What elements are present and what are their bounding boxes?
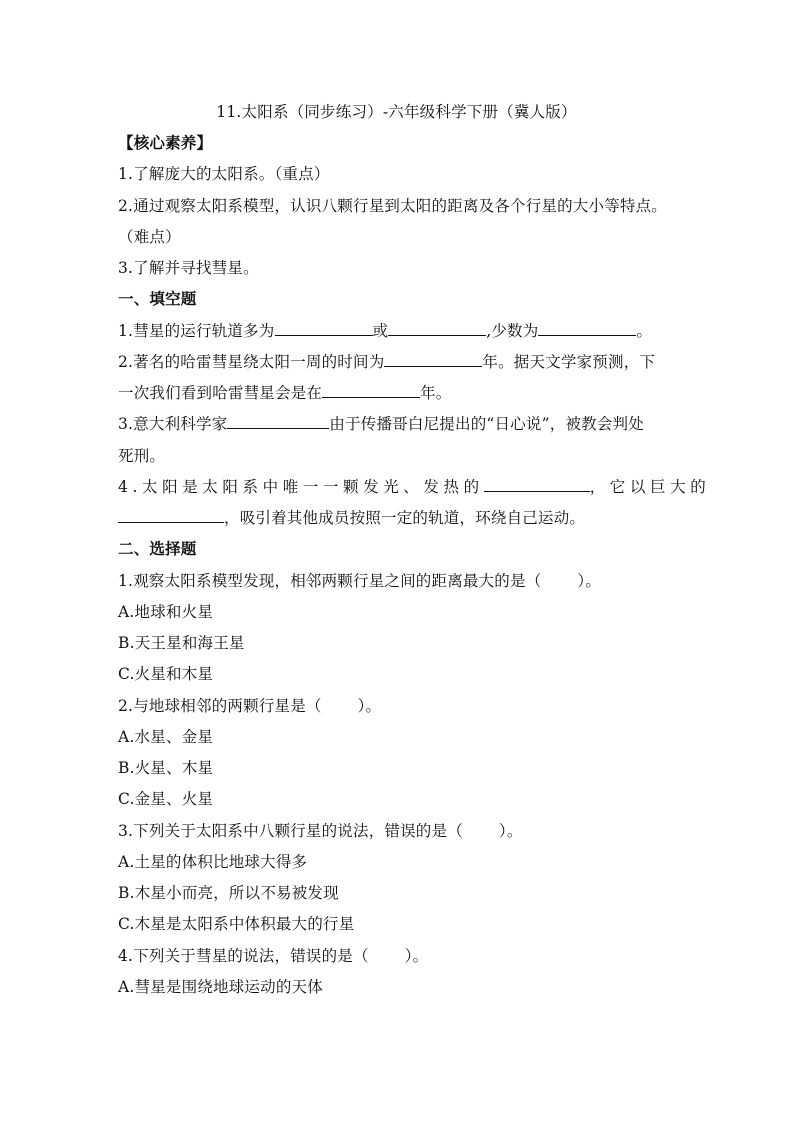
fill-q1-text-a: 1.彗星的运行轨道多为 bbox=[118, 322, 275, 340]
core-item-1: 1.了解庞大的太阳系。（重点） bbox=[118, 165, 330, 183]
choice-q1-stem: 1.观察太阳系模型发现，相邻两颗行星之间的距离最大的是（ bbox=[118, 572, 542, 590]
fill-question-2 bbox=[118, 352, 655, 372]
answer-blank bbox=[538, 321, 636, 336]
fill-q2-text-a: 2.著名的哈雷彗星绕太阳一周的时间为 bbox=[118, 353, 385, 371]
core-item-3: 3.了解并寻找彗星。 bbox=[118, 259, 259, 277]
choice-question-2 bbox=[118, 696, 381, 716]
choice-q2-stem-end: ）。 bbox=[357, 697, 382, 715]
document-title: 11.太阳系（同步练习）-六年级科学下册（冀人版） bbox=[216, 103, 577, 121]
fill-question-4 bbox=[118, 477, 710, 497]
fill-q1-text-c: ,少数为 bbox=[486, 322, 539, 340]
core-literacy-heading: 【核心素养】 bbox=[118, 134, 213, 152]
choice-q2-option-a: A.水星、金星 bbox=[118, 728, 214, 746]
choice-q2-option-c: C.金星、火星 bbox=[118, 790, 214, 808]
choice-q3-stem-end: ）。 bbox=[498, 822, 523, 840]
fill-q4-text-c: ，吸引着其他成员按照一定的轨道，环绕自己运动。 bbox=[224, 509, 586, 527]
fill-in-heading: 一、填空题 bbox=[118, 290, 197, 308]
answer-blank bbox=[384, 352, 482, 367]
choice-q4-stem-end: ）。 bbox=[404, 947, 429, 965]
choice-q1-option-c: C.火星和木星 bbox=[118, 665, 214, 683]
fill-q1-text-b: 或 bbox=[372, 322, 389, 340]
fill-question-3-cont: 死刑。 bbox=[118, 447, 166, 465]
choice-q2-option-b: B.火星、木星 bbox=[118, 759, 214, 777]
answer-blank bbox=[275, 321, 373, 336]
choice-q4-stem: 4.下列关于彗星的说法，错误的是（ bbox=[118, 947, 369, 965]
fill-q2-text-b: 年。据天文学家预测，下 bbox=[482, 353, 656, 371]
choice-q2-stem: 2.与地球相邻的两颗行星是（ bbox=[118, 697, 322, 715]
answer-blank bbox=[118, 508, 224, 523]
fill-question-4-cont bbox=[118, 508, 585, 528]
choice-q3-stem: 3.下列关于太阳系中八颗行星的说法，错误的是（ bbox=[118, 822, 463, 840]
choice-question-4 bbox=[118, 946, 428, 966]
choice-q3-option-b: B.木星小而亮，所以不易被发现 bbox=[118, 884, 339, 902]
choice-q1-option-b: B.天王星和海王星 bbox=[118, 634, 245, 652]
choice-q1-stem-end: ）。 bbox=[577, 572, 602, 590]
choice-q1-option-a: A.地球和火星 bbox=[118, 603, 214, 621]
fill-question-3 bbox=[118, 414, 644, 434]
fill-q2-text-c: 一次我们看到哈雷彗星会是在 bbox=[118, 384, 323, 402]
core-item-2-note: （难点） bbox=[118, 228, 181, 246]
core-item-2: 2.通过观察太阳系模型，认识八颗行星到太阳的距离及各个行星的大小等特点。 bbox=[118, 197, 667, 215]
choice-q3-option-a: A.土星的体积比地球大得多 bbox=[118, 853, 308, 871]
fill-question-1 bbox=[118, 321, 652, 341]
fill-question-2-cont bbox=[118, 383, 452, 403]
choice-q3-option-c: C.木星是太阳系中体积最大的行星 bbox=[118, 915, 355, 933]
choice-heading: 二、选择题 bbox=[118, 540, 197, 558]
choice-question-3 bbox=[118, 821, 523, 841]
answer-blank bbox=[227, 414, 329, 429]
fill-q2-text-d: 年。 bbox=[420, 384, 452, 402]
answer-blank bbox=[484, 477, 590, 492]
fill-q4-text-b: ，它以巨大的 bbox=[589, 478, 711, 496]
fill-q3-text-b: 由于传播哥白尼提出的“日心说”，被教会判处 bbox=[329, 415, 644, 433]
answer-blank bbox=[322, 383, 420, 398]
fill-q3-text-a: 3.意大利科学家 bbox=[118, 415, 228, 433]
choice-q4-option-a: A.彗星是围绕地球运动的天体 bbox=[118, 978, 323, 996]
fill-q4-text-a: 4.太阳是太阳系中唯一一颗发光、发热的 bbox=[118, 478, 484, 496]
fill-q1-text-d: 。 bbox=[636, 322, 653, 340]
choice-question-1 bbox=[118, 571, 601, 591]
answer-blank bbox=[388, 321, 486, 336]
